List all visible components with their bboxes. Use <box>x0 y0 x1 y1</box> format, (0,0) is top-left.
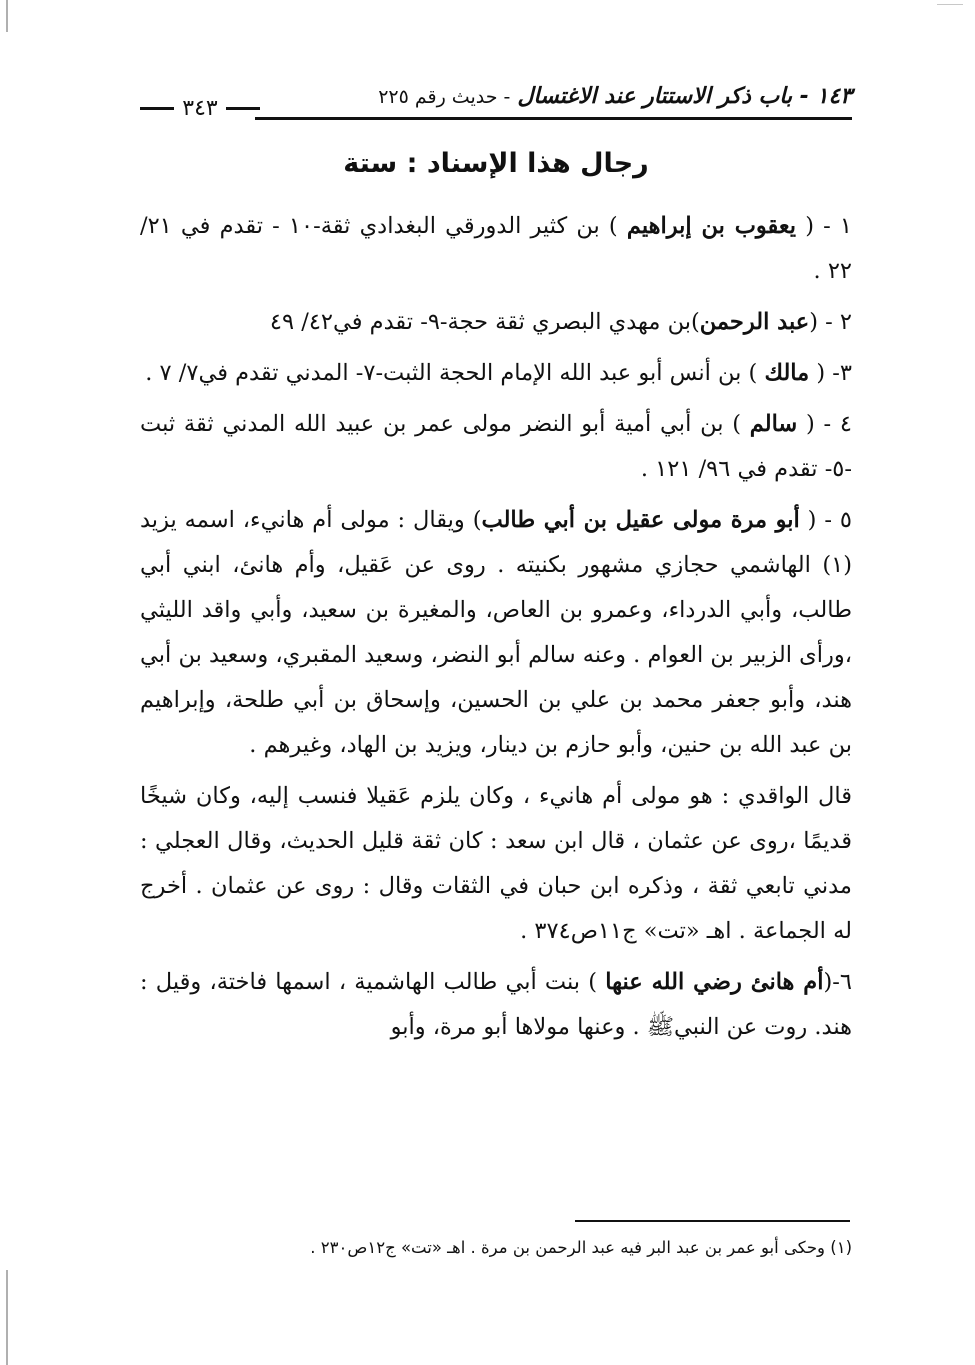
scan-edge-mark-top <box>6 0 8 32</box>
entry-text: ) بن أبي أمية أبو النضر مولى عمر بن عبيد الله المدني ثقة ثبت -٥- تقدم في ٩٦/ ١٢١ . <box>140 411 852 482</box>
narrator-commentary <box>140 774 852 954</box>
entry-text: ) بن أنس أبو عبد الله الإمام الحجة الثبت-٧- المدني تقدم في٧/ ٧ . <box>145 360 765 386</box>
chapter-title: ١٤٣ - باب ذكر الاستتار عند الاغتسال <box>517 84 852 109</box>
entry-prefix: ١ - ( <box>796 213 853 239</box>
footnote-rule <box>575 1220 850 1222</box>
narrator-entry-1 <box>140 204 852 294</box>
narrator-name: عبد الرحمن <box>699 309 810 335</box>
entry-text: ) بنت أبي طالب الهاشمية ، اسمها فاختة، وقيل : هند. روت عن النبيﷺ . وعنها مولاها أبو مرة، وأبو <box>140 969 852 1040</box>
scan-corner-mark <box>937 4 963 5</box>
page-number-block <box>140 96 260 121</box>
running-title <box>378 80 852 114</box>
hadith-reference: - حديث رقم ٢٢٥ <box>378 86 511 108</box>
entry-prefix: ٤ - ( <box>797 411 852 437</box>
narrator-name: أم هانئ رضي الله عنها <box>605 969 824 995</box>
page-number: ٣٤٣ <box>182 96 218 121</box>
entry-text: )بن مهدي البصري ثقة حجة-٩- تقدم في٤٢/ ٤٩ <box>269 309 700 335</box>
page-number-dash-right <box>226 107 260 110</box>
narrator-name: أبو مرة مولى عقيل بن أبي طالب <box>481 507 800 533</box>
scan-edge-mark-bottom <box>6 1270 8 1365</box>
narrator-entry-5 <box>140 498 852 768</box>
narrator-name: مالك <box>764 360 810 386</box>
entry-prefix: ٦-( <box>823 969 852 995</box>
narrator-entry-3 <box>140 351 852 396</box>
narrators-list <box>140 204 852 1056</box>
entry-text: ) بن كثير الدورقي البغدادي ثقة-١٠ - تقدم في ٢١/ ٢٢ . <box>140 213 852 284</box>
header-rule <box>255 117 852 120</box>
entry-prefix: ٥ - ( <box>799 507 852 533</box>
footnote: (١) وحكى أبو عمر بن عبد البر فيه عبد الرحمن بن مرة . اهـ «تت» ج١٢ص٢٣٠ . <box>310 1238 852 1257</box>
entry-prefix: ٣- ( <box>809 360 852 386</box>
entry-prefix: ٢ - ( <box>809 309 852 335</box>
page-number-dash-left <box>140 107 174 110</box>
narrator-name: يعقوب بن إبراهيم <box>626 213 797 239</box>
narrator-entry-6 <box>140 960 852 1050</box>
narrator-entry-4 <box>140 402 852 492</box>
entry-text: قال الواقدي : هو مولى أم هانيء ، وكان يلزم عَقيلا فنسب إليه، وكان شيخًا قديمًا ،روى عن عثمان ، قال ابن سعد : كان ثقة قليل الحديث، وقال العجلي : مدني تابعي ثقة ، وذكره ابن حبان في الثقات وقال : روى عن عثمان . أخرج له الجماعة . اهـ «تت» ج١١ص٣٧٤ . <box>140 783 852 944</box>
narrator-entry-2 <box>140 300 852 345</box>
narrator-name: سالم <box>749 411 798 437</box>
section-title: رجال هذا الإسناد : ستة <box>343 148 649 179</box>
entry-text: ) ويقال : مولى أم هانيء، اسمه يزيد (١) الهاشمي حجازي مشهور بكنيته . روى عن عَقيل، وأم هانئ، ابني أبي طالب، وأبي الدرداء، وعمرو بن العاص، والمغيرة بن سعيد، وأبي واقد الليثي ،ورأى الزبير بن العوام . وعنه سالم أبو النضر، وسعيد المقبري، وسعيد بن أبي هند، وأبو جعفر محمد بن علي بن الحسين، وإسحاق بن أبي طلحة، وإبراهيم بن عبد الله بن حنين، وأبو حازم بن دينار، ويزيد بن الهاد، وغيرهم . <box>140 507 852 758</box>
page-header <box>140 80 852 124</box>
